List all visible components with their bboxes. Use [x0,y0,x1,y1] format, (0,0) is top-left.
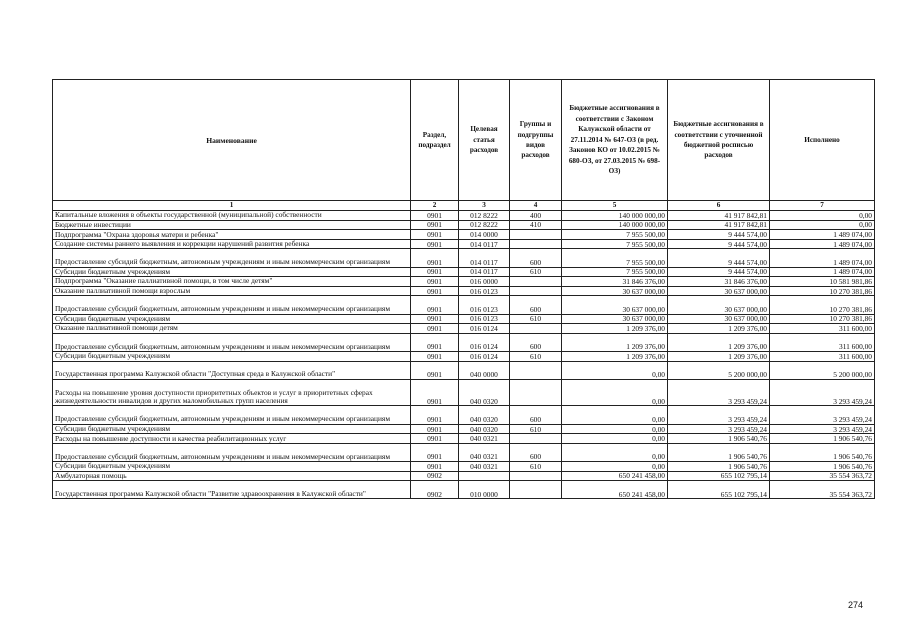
column-number: 6 [668,201,770,211]
row-assigned-refined: 9 444 574,00 [668,230,770,240]
row-section: 0901 [411,211,459,221]
column-number: 5 [562,201,668,211]
row-name: Предоставление субсидий бюджетным, автономным учреждениям и иным некоммерческим организациям [53,443,411,461]
row-group: 600 [510,406,562,424]
row-target: 040 0320 [459,379,510,406]
row-executed: 35 554 363,72 [770,471,875,481]
row-executed: 10 581 981,86 [770,277,875,287]
row-name: Бюджетные инвестиции [53,220,411,230]
row-section: 0901 [411,267,459,277]
row-assigned-law: 140 000 000,00 [562,220,668,230]
table-row [53,361,875,379]
row-assigned-refined: 655 102 795,14 [668,481,770,499]
row-assigned-law: 650 241 458,00 [562,481,668,499]
row-section: 0901 [411,379,459,406]
row-executed: 3 293 459,24 [770,406,875,424]
row-section: 0901 [411,333,459,351]
row-section: 0901 [411,324,459,334]
row-group [510,324,562,334]
row-assigned-law: 30 637 000,00 [562,296,668,314]
row-name: Предоставление субсидий бюджетным, автономным учреждениям и иным некоммерческим организациям [53,249,411,267]
table-row [53,277,875,287]
row-executed: 1 906 540,76 [770,434,875,444]
row-executed: 1 906 540,76 [770,462,875,472]
header-executed: Исполнено [770,80,875,201]
row-assigned-law: 0,00 [562,379,668,406]
row-assigned-refined: 9 444 574,00 [668,249,770,267]
row-group: 600 [510,249,562,267]
row-target: 016 0123 [459,314,510,324]
row-name: Субсидии бюджетным учреждениям [53,314,411,324]
row-group [510,481,562,499]
row-executed: 10 270 381,86 [770,286,875,296]
row-section: 0901 [411,406,459,424]
row-assigned-law: 1 209 376,00 [562,324,668,334]
row-section: 0902 [411,481,459,499]
row-assigned-refined: 31 846 376,00 [668,277,770,287]
row-target: 016 0124 [459,351,510,361]
row-executed: 1 489 074,00 [770,239,875,249]
row-group: 610 [510,462,562,472]
row-executed: 0,00 [770,220,875,230]
header-groups: Группы и подгруппы видов расходов [510,80,562,201]
row-section: 0901 [411,286,459,296]
row-section: 0901 [411,296,459,314]
row-name: Расходы на повышение доступности и качества реабилитационных услуг [53,434,411,444]
row-assigned-law: 0,00 [562,361,668,379]
table-body [53,211,875,499]
row-assigned-refined: 5 200 000,00 [668,361,770,379]
row-section: 0901 [411,220,459,230]
row-assigned-law: 140 000 000,00 [562,211,668,221]
row-assigned-refined: 41 917 842,81 [668,220,770,230]
row-executed: 35 554 363,72 [770,481,875,499]
row-group [510,230,562,240]
row-assigned-law: 0,00 [562,462,668,472]
row-target: 014 0117 [459,239,510,249]
row-assigned-refined: 30 637 000,00 [668,286,770,296]
row-name: Расходы на повышение уровня доступности приоритетных объектов и услуг в приоритетных сферах жизнедеятельности инвалидов и других маломобильных групп населения [53,379,411,406]
table-row [53,296,875,314]
table-row [53,249,875,267]
row-assigned-refined: 3 293 459,24 [668,424,770,434]
row-group: 610 [510,267,562,277]
row-assigned-law: 1 209 376,00 [562,333,668,351]
row-assigned-law: 1 209 376,00 [562,351,668,361]
row-assigned-law: 7 955 500,00 [562,239,668,249]
table-row [53,230,875,240]
header-row [53,80,875,201]
row-section: 0901 [411,443,459,461]
row-executed: 3 293 459,24 [770,424,875,434]
row-target: 040 0321 [459,434,510,444]
row-name: Амбулаторная помощь [53,471,411,481]
row-target: 016 0124 [459,333,510,351]
table-row [53,471,875,481]
row-executed: 1 489 074,00 [770,249,875,267]
row-name: Государственная программа Калужской области "Доступная среда в Калужской области" [53,361,411,379]
row-name: Создание системы раннего выявления и коррекции нарушений развития ребенка [53,239,411,249]
row-group: 600 [510,443,562,461]
row-name: Субсидии бюджетным учреждениям [53,351,411,361]
table-row [53,351,875,361]
row-executed: 1 489 074,00 [770,267,875,277]
row-target: 040 0320 [459,406,510,424]
column-number: 3 [459,201,510,211]
row-assigned-law: 7 955 500,00 [562,249,668,267]
row-assigned-law: 0,00 [562,406,668,424]
row-executed: 1 906 540,76 [770,443,875,461]
row-target: 040 0321 [459,443,510,461]
row-section: 0901 [411,314,459,324]
row-assigned-refined: 30 637 000,00 [668,314,770,324]
table-row [53,434,875,444]
row-assigned-refined: 3 293 459,24 [668,406,770,424]
row-target: 016 0000 [459,277,510,287]
row-group [510,471,562,481]
header-assigned-refined: Бюджетные ассигнования в соответствии с уточненной бюджетной росписью расходов [668,80,770,201]
row-target: 014 0000 [459,230,510,240]
row-target: 016 0124 [459,324,510,334]
row-assigned-refined: 1 906 540,76 [668,462,770,472]
table-row [53,267,875,277]
row-assigned-refined: 1 209 376,00 [668,324,770,334]
row-target: 040 0000 [459,361,510,379]
column-number: 2 [411,201,459,211]
row-assigned-refined: 41 917 842,81 [668,211,770,221]
row-section: 0901 [411,351,459,361]
row-name: Субсидии бюджетным учреждениям [53,462,411,472]
row-group: 610 [510,424,562,434]
row-group [510,361,562,379]
row-group: 600 [510,333,562,351]
row-target: 040 0320 [459,424,510,434]
row-assigned-refined: 9 444 574,00 [668,267,770,277]
row-executed: 3 293 459,24 [770,379,875,406]
row-name: Подпрограмма "Охрана здоровья матери и ребенка" [53,230,411,240]
row-section: 0901 [411,230,459,240]
row-assigned-law: 30 637 000,00 [562,314,668,324]
table-row [53,443,875,461]
row-name: Оказание паллиативной помощи детям [53,324,411,334]
column-number: 4 [510,201,562,211]
header-target: Целевая статья расходов [459,80,510,201]
table-row [53,333,875,351]
row-group [510,277,562,287]
row-target: 014 0117 [459,267,510,277]
row-assigned-refined: 1 906 540,76 [668,443,770,461]
row-section: 0901 [411,462,459,472]
table-row [53,481,875,499]
row-target: 010 0000 [459,481,510,499]
row-group [510,379,562,406]
row-group [510,286,562,296]
row-group: 610 [510,314,562,324]
table-row [53,220,875,230]
row-section: 0901 [411,239,459,249]
row-group: 400 [510,211,562,221]
table-row [53,406,875,424]
row-group: 600 [510,296,562,314]
row-executed: 10 270 381,86 [770,296,875,314]
table-row [53,379,875,406]
row-assigned-law: 31 846 376,00 [562,277,668,287]
row-name: Оказание паллиативной помощи взрослым [53,286,411,296]
row-target: 012 8222 [459,211,510,221]
row-assigned-refined: 655 102 795,14 [668,471,770,481]
row-name: Предоставление субсидий бюджетным, автономным учреждениям и иным некоммерческим организациям [53,406,411,424]
row-assigned-law: 7 955 500,00 [562,230,668,240]
row-executed: 5 200 000,00 [770,361,875,379]
row-section: 0901 [411,424,459,434]
header-name: Наименование [53,80,411,201]
row-executed: 10 270 381,86 [770,314,875,324]
row-assigned-law: 0,00 [562,424,668,434]
page-number: 274 [847,600,863,610]
row-target [459,471,510,481]
row-section: 0901 [411,434,459,444]
row-assigned-law: 0,00 [562,434,668,444]
row-target: 014 0117 [459,249,510,267]
header-section: Раздел, подраздел [411,80,459,201]
row-target: 016 0123 [459,296,510,314]
row-assigned-refined: 1 209 376,00 [668,333,770,351]
row-target: 012 8222 [459,220,510,230]
row-group [510,434,562,444]
row-assigned-refined: 1 209 376,00 [668,351,770,361]
row-name: Субсидии бюджетным учреждениям [53,267,411,277]
row-assigned-refined: 9 444 574,00 [668,239,770,249]
table-row [53,462,875,472]
row-section: 0901 [411,361,459,379]
row-group [510,239,562,249]
row-assigned-refined: 3 293 459,24 [668,379,770,406]
column-number-row [53,201,875,211]
row-assigned-law: 7 955 500,00 [562,267,668,277]
row-name: Капитальные вложения в объекты государственной (муниципальной) собственности [53,211,411,221]
row-executed: 311 600,00 [770,324,875,334]
row-assigned-refined: 30 637 000,00 [668,296,770,314]
column-number: 1 [53,201,411,211]
row-assigned-refined: 1 906 540,76 [668,434,770,444]
row-group: 610 [510,351,562,361]
row-executed: 1 489 074,00 [770,230,875,240]
row-group: 410 [510,220,562,230]
row-executed: 0,00 [770,211,875,221]
row-name: Подпрограмма "Оказание паллиативной помощи, в том числе детям" [53,277,411,287]
budget-table [52,79,875,499]
row-target: 016 0123 [459,286,510,296]
row-name: Предоставление субсидий бюджетным, автономным учреждениям и иным некоммерческим организациям [53,333,411,351]
row-assigned-law: 650 241 458,00 [562,471,668,481]
table-row [53,424,875,434]
row-section: 0901 [411,249,459,267]
table-row [53,286,875,296]
row-assigned-law: 0,00 [562,443,668,461]
table-row [53,211,875,221]
row-name: Субсидии бюджетным учреждениям [53,424,411,434]
row-assigned-law: 30 637 000,00 [562,286,668,296]
row-executed: 311 600,00 [770,333,875,351]
row-section: 0902 [411,471,459,481]
header-assigned-law: Бюджетные ассигнования в соответствии с Законом Калужской области от 27.11.2014 № 647-ОЗ (в ред. Законов КО от 10.02.2015 № 680-ОЗ, от 27.03.2015 № 698-ОЗ) [562,80,668,201]
row-section: 0901 [411,277,459,287]
row-name: Государственная программа Калужской области "Развитие здравоохранения в Калужской области" [53,481,411,499]
table-row [53,314,875,324]
table-row [53,239,875,249]
table-row [53,324,875,334]
row-executed: 311 600,00 [770,351,875,361]
column-number: 7 [770,201,875,211]
row-target: 040 0321 [459,462,510,472]
row-name: Предоставление субсидий бюджетным, автономным учреждениям и иным некоммерческим организациям [53,296,411,314]
